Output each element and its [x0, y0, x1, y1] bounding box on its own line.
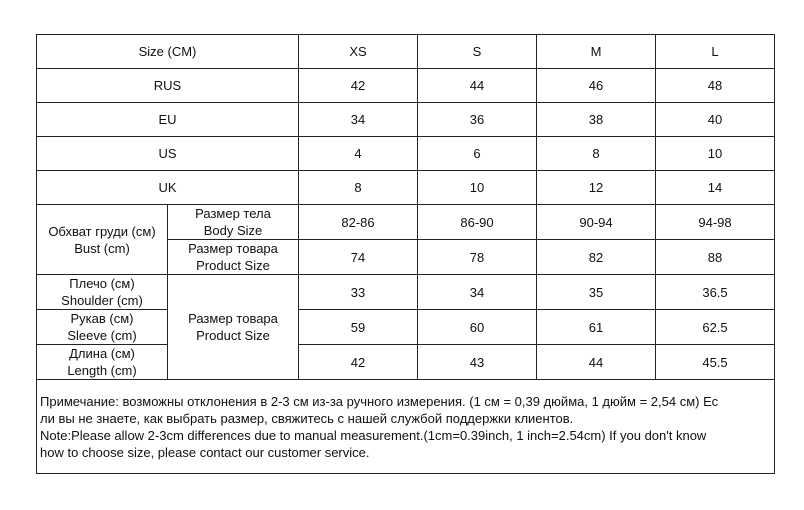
shoulder-label-ru: Плечо (см) — [69, 276, 135, 291]
size-header-m: M — [537, 35, 656, 69]
table-row-length — [37, 345, 775, 380]
table-cell: 42 — [299, 345, 418, 380]
product-size-label — [168, 240, 299, 275]
row-label-rus: RUS — [37, 69, 299, 103]
table-cell: 61 — [537, 310, 656, 345]
table-cell: 34 — [418, 275, 537, 310]
body-size-label-en: Body Size — [203, 223, 263, 238]
table-cell: 90-94 — [537, 205, 656, 240]
table-cell: 46 — [537, 69, 656, 103]
table-cell: 10 — [656, 137, 775, 171]
table-cell: 14 — [656, 171, 775, 205]
table-cell: 6 — [418, 137, 537, 171]
table-cell: 82 — [537, 240, 656, 275]
size-header-l: L — [656, 35, 775, 69]
product-size-label-ru: Размер товара — [188, 241, 278, 256]
size-header-xs: XS — [299, 35, 418, 69]
bust-label — [37, 205, 168, 275]
table-row-eu — [37, 103, 775, 137]
product-group-label-en: Product Size — [196, 328, 270, 343]
note-ru-line-1: Примечание: возможны отклонения в 2-3 см из-за ручного измерения. (1 см = 0,39 дюйма, 1 дюйм = 2,54 см) Ес — [40, 393, 719, 409]
sleeve-label — [37, 310, 168, 345]
table-cell: 43 — [418, 345, 537, 380]
table-row-rus — [37, 69, 775, 103]
body-size-label — [168, 205, 299, 240]
table-cell: 82-86 — [299, 205, 418, 240]
table-cell: 12 — [537, 171, 656, 205]
size-header-s: S — [418, 35, 537, 69]
table-cell: 88 — [656, 240, 775, 275]
row-label-uk: UK — [37, 171, 299, 205]
note-row — [37, 380, 775, 474]
table-cell: 10 — [418, 171, 537, 205]
table-cell: 86-90 — [418, 205, 537, 240]
shoulder-label-en: Shoulder (cm) — [61, 293, 143, 308]
product-group-label-ru: Размер товара — [188, 311, 278, 326]
bust-label-en: Bust (cm) — [74, 240, 130, 256]
length-label — [37, 345, 168, 380]
sleeve-label-ru: Рукав (см) — [70, 311, 134, 326]
note-ru-line-2: ли вы не знаете, как выбрать размер, свяжитесь с нашей службой поддержки клиентов. — [40, 410, 574, 426]
product-size-label-en: Product Size — [196, 258, 270, 273]
table-cell: 38 — [537, 103, 656, 137]
row-label-us: US — [37, 137, 299, 171]
table-cell: 44 — [418, 69, 537, 103]
table-cell: 33 — [299, 275, 418, 310]
body-size-label-ru: Размер тела — [195, 206, 271, 221]
table-cell: 74 — [299, 240, 418, 275]
table-cell: 36 — [418, 103, 537, 137]
table-cell: 8 — [537, 137, 656, 171]
table-cell: 40 — [656, 103, 775, 137]
note-cell — [37, 380, 775, 474]
table-cell: 42 — [299, 69, 418, 103]
table-row-bust-body — [37, 205, 775, 240]
table-row-shoulder — [37, 275, 775, 310]
table-cell: 44 — [537, 345, 656, 380]
length-label-en: Length (cm) — [67, 363, 137, 378]
note-en-line-2: how to choose size, please contact our customer service. — [40, 444, 370, 460]
table-row-sleeve — [37, 310, 775, 345]
header-row — [37, 35, 775, 69]
table-cell: 62.5 — [656, 310, 775, 345]
table-cell: 35 — [537, 275, 656, 310]
table-cell: 60 — [418, 310, 537, 345]
table-row-uk — [37, 171, 775, 205]
length-label-ru: Длина (см) — [69, 346, 135, 361]
table-cell: 4 — [299, 137, 418, 171]
table-cell: 94-98 — [656, 205, 775, 240]
table-cell: 48 — [656, 69, 775, 103]
table-cell: 36.5 — [656, 275, 775, 310]
table-cell: 34 — [299, 103, 418, 137]
size-header-label: Size (CM) — [37, 35, 299, 69]
table-cell: 59 — [299, 310, 418, 345]
table-cell: 78 — [418, 240, 537, 275]
table-row-us — [37, 137, 775, 171]
shoulder-label — [37, 275, 168, 310]
product-size-group-label — [168, 275, 299, 380]
table-cell: 8 — [299, 171, 418, 205]
row-label-eu: EU — [37, 103, 299, 137]
size-chart-table — [36, 34, 775, 474]
sleeve-label-en: Sleeve (cm) — [67, 328, 137, 343]
note-en-line-1: Note:Please allow 2-3cm differences due to manual measurement.(1cm=0.39inch, 1 inch=2.54cm) If you don't know — [40, 427, 707, 443]
table-cell: 45.5 — [656, 345, 775, 380]
bust-label-ru: Обхват груди (см) — [48, 223, 156, 239]
